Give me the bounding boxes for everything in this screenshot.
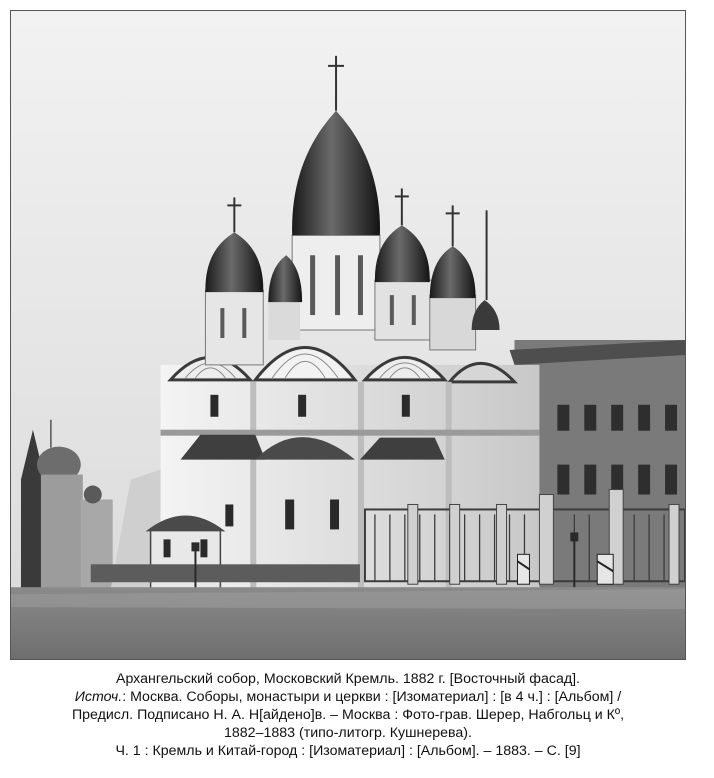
caption-printing: 1882–1883 (типо-литогр. Кушнерева). xyxy=(224,725,472,741)
caption-title: Архангельский собор, Московский Кремль. 1882 г. [Восточный фасад]. xyxy=(115,671,580,687)
source-label: Источ. xyxy=(74,689,123,705)
caption-source xyxy=(10,688,686,706)
cathedral-photo-illustration xyxy=(11,11,685,659)
cathedral-photo xyxy=(10,10,686,660)
caption-preface: Предисл. Подписано Н. А. Н[айдено]в. – Москва : Фото-грав. Шерер, Набгольц и Кº, xyxy=(71,707,625,723)
photo-caption xyxy=(10,670,686,760)
source-text: : Москва. Соборы, монастыри и церкви : [Изоматериал] : [в 4 ч.] : [Альбом] / xyxy=(122,689,622,705)
caption-volume: Ч. 1 : Кремль и Китай-город : [Изоматериал] : [Альбом]. – 1883. – С. [9] xyxy=(115,743,581,759)
